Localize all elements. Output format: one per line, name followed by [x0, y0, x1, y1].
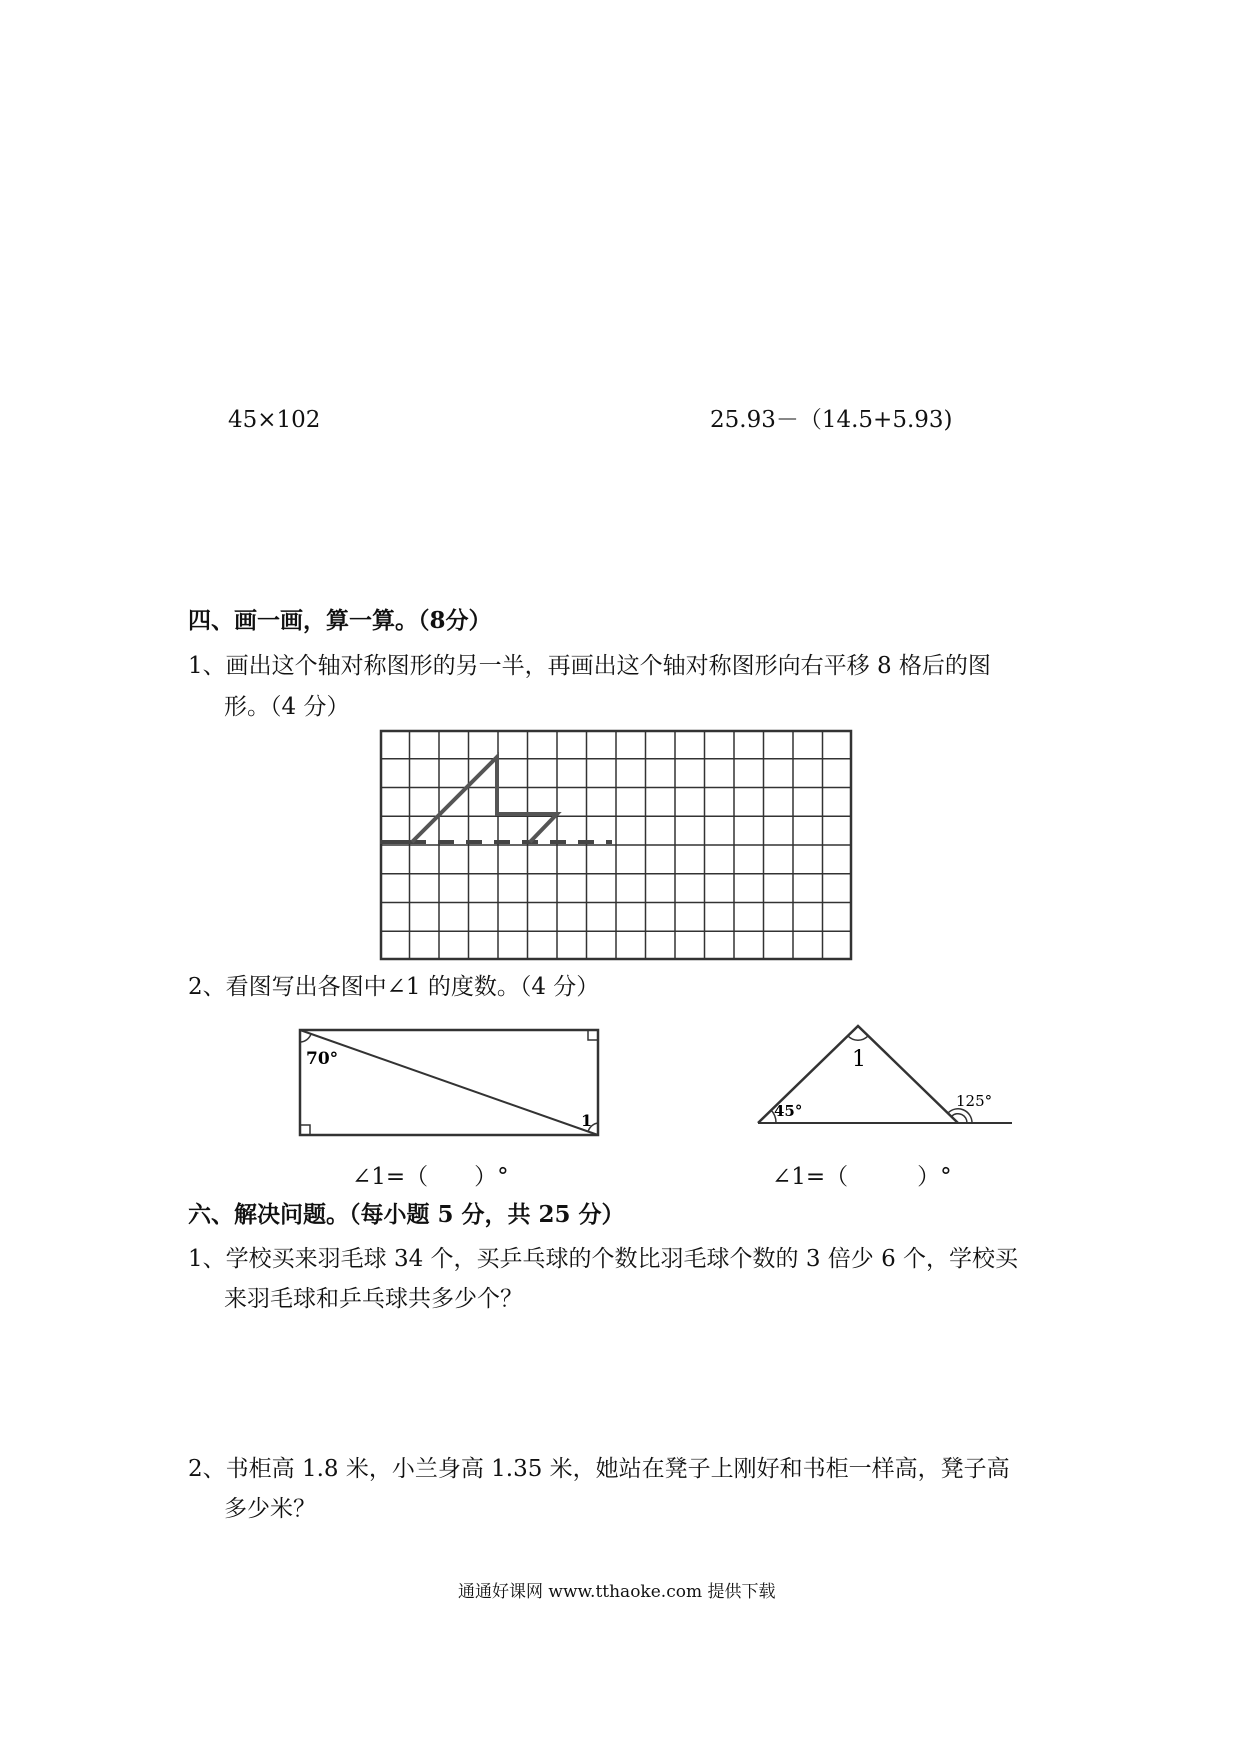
section6-q2-line2: 多少米？	[224, 1496, 316, 1522]
half-shape-outline	[412, 757, 557, 842]
angle-arc-top	[848, 1036, 868, 1040]
angle-label-45: 45°	[774, 1102, 803, 1120]
angle-label-70: 70°	[306, 1049, 339, 1069]
right-angle-mark-top-right	[588, 1030, 598, 1040]
section4-q2-text: 2、看图写出各图中∠1 的度数。（4 分）	[188, 974, 600, 1000]
section6-q1-line1: 1、学校买来羽毛球 34 个，买乒乓球的个数比羽毛球个数的 3 倍少 6 个，学校买	[188, 1246, 1019, 1272]
section6-title: 六、解决问题。	[188, 1201, 349, 1228]
angle-label-1-triangle: 1	[852, 1047, 866, 1072]
section4-q1-line2: 形。（4 分）	[224, 694, 350, 720]
triangle-angle-figure	[750, 1020, 1012, 1130]
section6-heading	[188, 1200, 625, 1230]
section6-score: （每小题 5 分，共 25 分）	[349, 1201, 625, 1228]
section4-title: 四、画一画，算一算。	[188, 607, 418, 634]
section6-q1-line2: 来羽毛球和乒乓球共多少个？	[224, 1286, 523, 1312]
symmetry-grid-figure	[380, 730, 852, 960]
answer-blank-left[interactable]: ∠1=（ ）°	[352, 1164, 509, 1190]
rectangle-diagonal	[300, 1030, 598, 1135]
grid-lines	[380, 730, 852, 960]
angle-arc-70	[300, 1034, 311, 1042]
right-angle-mark-bottom-left	[300, 1125, 310, 1135]
calc-expression-right: 25.93－（14.5+5.93)	[710, 407, 953, 433]
section4-heading	[188, 606, 492, 636]
rectangle-angle-figure	[298, 1028, 602, 1140]
calc-expression-left: 45×102	[228, 407, 321, 433]
section6-q2-line1: 2、书柜高 1.8 米，小兰身高 1.35 米，她站在凳子上刚好和书柜一样高，凳子高	[188, 1456, 1010, 1482]
angle-label-125: 125°	[956, 1092, 993, 1110]
angle-label-1-rect: 1	[581, 1111, 593, 1130]
page-footer: 通通好课网 www.tthaoke.com 提供下载	[458, 1582, 776, 1602]
answer-blank-right[interactable]: ∠1=（ ）°	[772, 1164, 952, 1190]
section4-q1-line1: 1、画出这个轴对称图形的另一半，再画出这个轴对称图形向右平移 8 格后的图	[188, 653, 991, 679]
section4-score: （8分）	[418, 607, 492, 634]
